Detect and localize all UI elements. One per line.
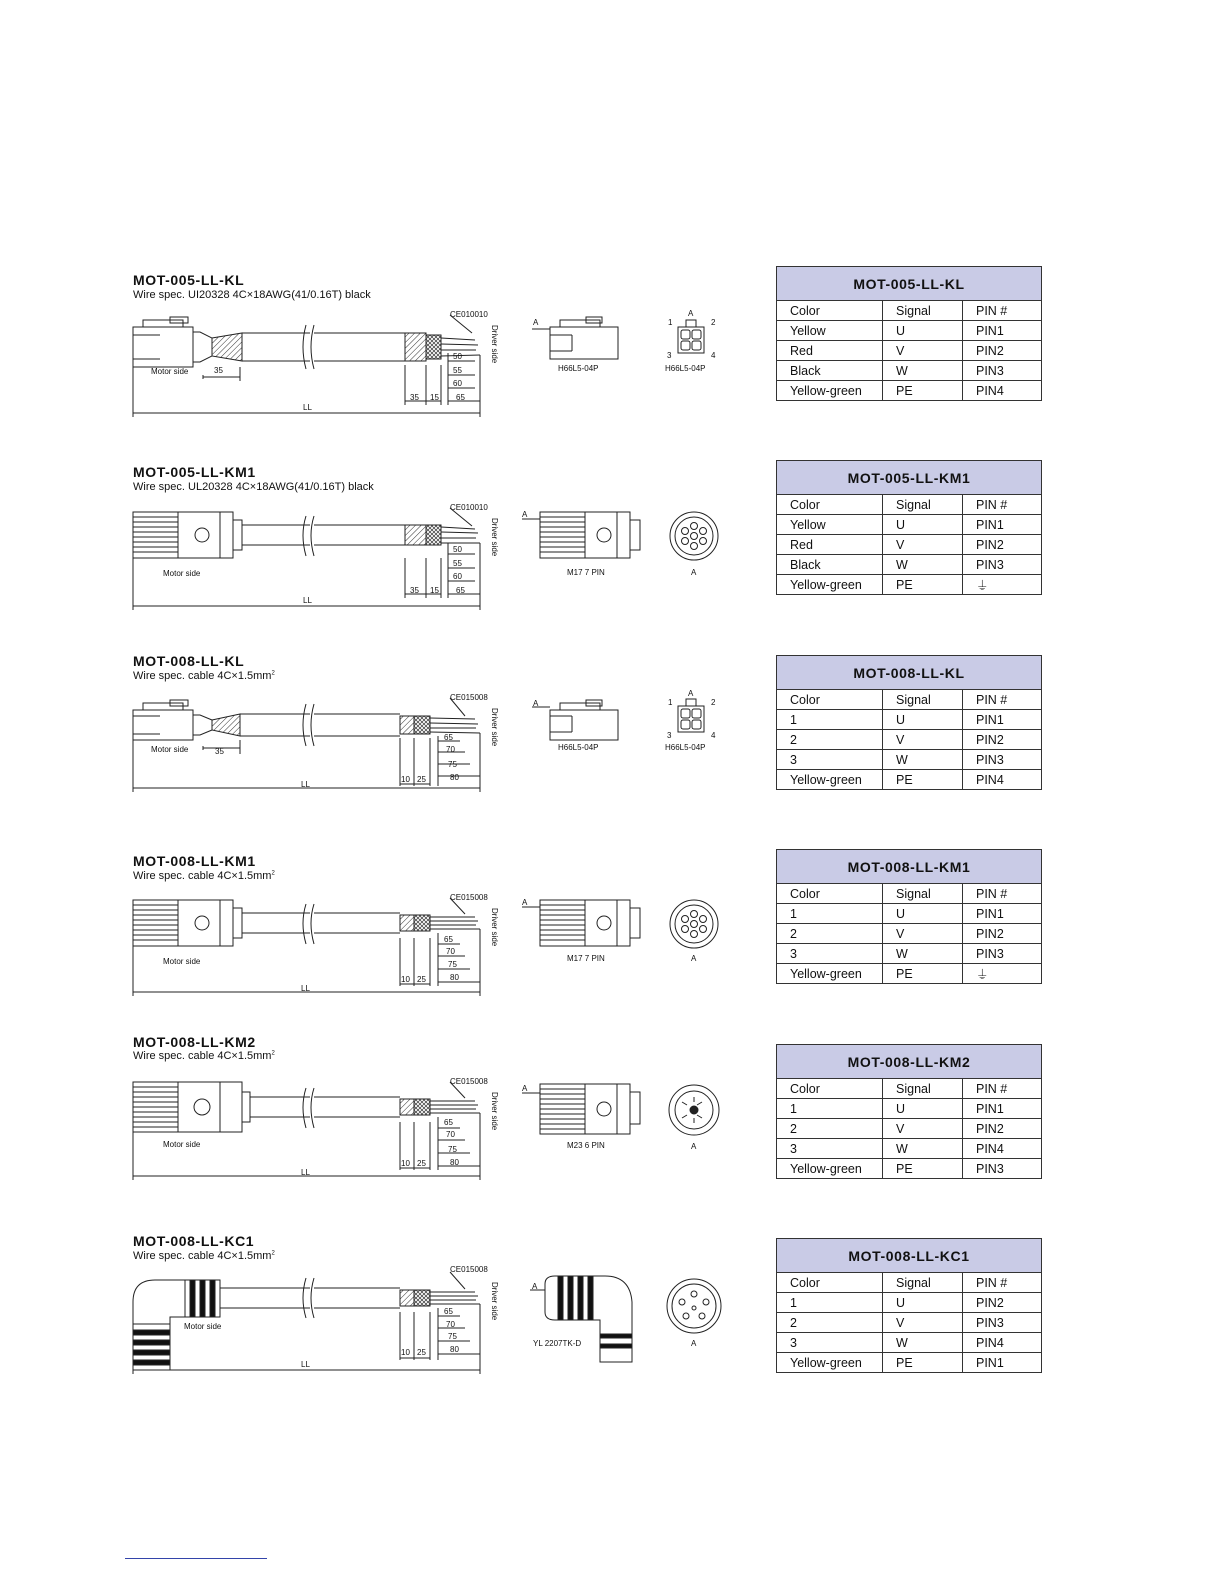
table-row xyxy=(777,944,1042,964)
cell-signal: W xyxy=(883,555,963,575)
cell-pin: PIN3 xyxy=(963,555,1042,575)
dim-label: 50 xyxy=(453,352,462,361)
pin-table xyxy=(776,460,1042,595)
pin-table xyxy=(776,1044,1042,1179)
cell-signal: W xyxy=(883,944,963,964)
cell-pin xyxy=(963,575,1042,595)
table-title: MOT-008-LL-KC1 xyxy=(777,1239,1042,1273)
pin-table xyxy=(776,266,1042,401)
section-title: MOT-008-LL-KM1 xyxy=(133,853,256,869)
cell-pin: PIN3 xyxy=(963,361,1042,381)
view-a-label: A xyxy=(688,309,694,318)
cell-signal: PE xyxy=(883,575,963,595)
cell-color: 1 xyxy=(777,710,883,730)
cell-signal: PE xyxy=(883,1353,963,1373)
connector-b-label: A xyxy=(691,1142,697,1151)
cell-signal: U xyxy=(883,710,963,730)
wire-spec-text: Wire spec. cable 4C×1.5mm xyxy=(133,1250,272,1262)
connector-a-label: M17 7 PIN xyxy=(567,954,605,963)
cell-pin: PIN1 xyxy=(963,1353,1042,1373)
table-row xyxy=(777,710,1042,730)
col-signal-header: Signal xyxy=(883,884,963,904)
cell-signal: PE xyxy=(883,770,963,790)
connector-b-label: A xyxy=(691,1339,697,1348)
col-signal-header: Signal xyxy=(883,1079,963,1099)
driver-side-label: Driver side xyxy=(490,325,499,364)
cell-pin: PIN2 xyxy=(963,535,1042,555)
connector-a-label: M23 6 PIN xyxy=(567,1141,605,1150)
pin-number: 3 xyxy=(667,731,672,740)
connector-b-label: H66L5-04P xyxy=(665,364,706,373)
ce-code: CE010010 xyxy=(450,310,488,319)
wire-spec-text: Wire spec. cable 4C×1.5mm xyxy=(133,1050,272,1062)
motor-connector xyxy=(133,327,193,367)
table-row xyxy=(777,770,1042,790)
motor-connector xyxy=(133,710,193,740)
ll-label: LL xyxy=(303,403,312,412)
table-row xyxy=(777,964,1042,984)
driver-side-label: Driver side xyxy=(490,1092,499,1131)
table-header-row xyxy=(777,690,1042,710)
wire-spec-sup: 2 xyxy=(271,1050,275,1057)
cable-diagram xyxy=(120,305,730,420)
connector-b-label: A xyxy=(691,568,697,577)
view-a-label: A xyxy=(533,699,539,708)
motor-side-label: Motor side xyxy=(184,1322,222,1331)
dim-label: 15 xyxy=(430,393,439,402)
dim-label: 25 xyxy=(417,975,426,984)
dim-label: 75 xyxy=(448,760,457,769)
col-color-header: Color xyxy=(777,1079,883,1099)
cell-pin: PIN3 xyxy=(963,750,1042,770)
col-signal-header: Signal xyxy=(883,495,963,515)
ce-code: CE015008 xyxy=(450,1265,488,1274)
wire-spec xyxy=(133,481,374,493)
table-row xyxy=(777,1353,1042,1373)
ce-code: CE010010 xyxy=(450,503,488,512)
wire-spec-text: Wire spec. UI20328 4C×18AWG(41/0.16T) black xyxy=(133,289,371,301)
dim-label: 65 xyxy=(444,935,453,944)
cell-pin: PIN4 xyxy=(963,1139,1042,1159)
dim-label: 25 xyxy=(417,1159,426,1168)
wire-spec-sup: 2 xyxy=(271,870,275,877)
wire-spec-text: Wire spec. UL20328 4C×18AWG(41/0.16T) black xyxy=(133,481,374,493)
cell-signal: U xyxy=(883,1293,963,1313)
view-a-label: A xyxy=(533,318,539,327)
cell-pin: PIN4 xyxy=(963,770,1042,790)
cell-pin: PIN2 xyxy=(963,341,1042,361)
section-title: MOT-005-LL-KM1 xyxy=(133,464,256,480)
cell-color: 2 xyxy=(777,730,883,750)
wire-spec xyxy=(133,289,371,301)
table-header-row xyxy=(777,301,1042,321)
dim-label: 55 xyxy=(453,559,462,568)
motor-side-label: Motor side xyxy=(163,1140,201,1149)
cell-pin: PIN2 xyxy=(963,1293,1042,1313)
cell-signal: PE xyxy=(883,381,963,401)
dim-label: 75 xyxy=(448,1332,457,1341)
col-signal-header: Signal xyxy=(883,690,963,710)
dim-label: 35 xyxy=(410,586,419,595)
cable-diagram xyxy=(120,1072,730,1182)
table-title: MOT-005-LL-KL xyxy=(777,267,1042,301)
dim-label: 10 xyxy=(401,775,410,784)
table-row xyxy=(777,730,1042,750)
pin-table xyxy=(776,1238,1042,1373)
wire-spec-text: Wire spec. cable 4C×1.5mm xyxy=(133,670,272,682)
cell-color: Black xyxy=(777,361,883,381)
ce-code: CE015008 xyxy=(450,693,488,702)
cell-color: Black xyxy=(777,555,883,575)
driver-side-label: Driver side xyxy=(490,708,499,747)
driver-side-label: Driver side xyxy=(490,1282,499,1321)
dim-label: 65 xyxy=(444,1307,453,1316)
cell-pin: PIN2 xyxy=(963,1119,1042,1139)
cell-color: Yellow-green xyxy=(777,381,883,401)
motor-connector xyxy=(133,900,178,946)
col-pin-header: PIN # xyxy=(963,1273,1042,1293)
section-title: MOT-008-LL-KM2 xyxy=(133,1034,256,1050)
cell-signal: V xyxy=(883,535,963,555)
cell-pin: PIN3 xyxy=(963,1159,1042,1179)
cell-signal: W xyxy=(883,1333,963,1353)
cell-signal: PE xyxy=(883,964,963,984)
cell-signal: U xyxy=(883,321,963,341)
pin-number: 1 xyxy=(668,318,673,327)
driver-side-label: Driver side xyxy=(490,518,499,557)
table-title: MOT-005-LL-KM1 xyxy=(777,461,1042,495)
wire-spec xyxy=(133,870,275,882)
dim-label: 35 xyxy=(214,366,223,375)
table-title: MOT-008-LL-KM2 xyxy=(777,1045,1042,1079)
cell-color: Yellow-green xyxy=(777,1353,883,1373)
cell-signal: V xyxy=(883,924,963,944)
pin-table xyxy=(776,655,1042,790)
cell-color: 1 xyxy=(777,904,883,924)
view-a-label: A xyxy=(532,1282,538,1291)
cell-pin: PIN1 xyxy=(963,710,1042,730)
table-header-row xyxy=(777,495,1042,515)
cell-color: 3 xyxy=(777,1333,883,1353)
motor-side-label: Motor side xyxy=(151,745,189,754)
ll-label: LL xyxy=(301,1360,310,1369)
dim-label: 50 xyxy=(453,545,462,554)
pin-table xyxy=(776,849,1042,984)
table-row xyxy=(777,341,1042,361)
connector-a-label: M17 7 PIN xyxy=(567,568,605,577)
table-row xyxy=(777,575,1042,595)
dim-label: 10 xyxy=(401,1348,410,1357)
connector-b-label: H66L5-04P xyxy=(665,743,706,752)
dim-label: 25 xyxy=(417,1348,426,1357)
dim-label: 70 xyxy=(446,745,455,754)
cell-color: Yellow-green xyxy=(777,770,883,790)
connector-a-label: YL 2207TK-D xyxy=(533,1339,582,1348)
cell-color: Yellow xyxy=(777,321,883,341)
cell-color: 2 xyxy=(777,1313,883,1333)
cell-color: 1 xyxy=(777,1293,883,1313)
connector-a-label: H66L5-04P xyxy=(558,743,599,752)
driver-side-label: Driver side xyxy=(490,908,499,947)
cell-signal: V xyxy=(883,1313,963,1333)
connector-a-label: H66L5-04P xyxy=(558,364,599,373)
dim-label: 80 xyxy=(450,1345,459,1354)
dim-label: 80 xyxy=(450,1158,459,1167)
cell-pin xyxy=(963,964,1042,984)
cell-color: 3 xyxy=(777,750,883,770)
motor-side-label: Motor side xyxy=(151,367,189,376)
cell-color: Yellow-green xyxy=(777,1159,883,1179)
cell-color: 1 xyxy=(777,1099,883,1119)
table-row xyxy=(777,750,1042,770)
cell-pin: PIN1 xyxy=(963,904,1042,924)
cell-color: 3 xyxy=(777,1139,883,1159)
dim-label: 35 xyxy=(410,393,419,402)
table-row xyxy=(777,515,1042,535)
wire-spec-sup: 2 xyxy=(271,1250,275,1257)
col-pin-header: PIN # xyxy=(963,301,1042,321)
cell-color: Yellow xyxy=(777,515,883,535)
ce-code: CE015008 xyxy=(450,893,488,902)
motor-side-label: Motor side xyxy=(163,957,201,966)
pin-number: 4 xyxy=(711,351,716,360)
motor-side-label: Motor side xyxy=(163,569,201,578)
cell-pin: PIN4 xyxy=(963,381,1042,401)
cell-signal: U xyxy=(883,1099,963,1119)
cell-signal: U xyxy=(883,904,963,924)
cell-pin: PIN3 xyxy=(963,1313,1042,1333)
col-color-header: Color xyxy=(777,884,883,904)
col-color-header: Color xyxy=(777,690,883,710)
dim-label: 35 xyxy=(215,747,224,756)
table-title: MOT-008-LL-KL xyxy=(777,656,1042,690)
col-signal-header: Signal xyxy=(883,301,963,321)
col-color-header: Color xyxy=(777,301,883,321)
cell-color: Red xyxy=(777,535,883,555)
ll-label: LL xyxy=(301,1168,310,1177)
table-row xyxy=(777,904,1042,924)
ll-label: LL xyxy=(303,596,312,605)
dim-label: 80 xyxy=(450,773,459,782)
pin-number: 2 xyxy=(711,318,716,327)
cell-signal: U xyxy=(883,515,963,535)
dim-label: 75 xyxy=(448,1145,457,1154)
pin-number: 3 xyxy=(667,351,672,360)
connector-b-label: A xyxy=(691,954,697,963)
table-row xyxy=(777,381,1042,401)
dim-label: 65 xyxy=(456,393,465,402)
col-color-header: Color xyxy=(777,1273,883,1293)
table-row xyxy=(777,555,1042,575)
table-row xyxy=(777,1313,1042,1333)
ll-label: LL xyxy=(301,984,310,993)
ground-icon: ⏚ xyxy=(976,578,989,593)
col-pin-header: PIN # xyxy=(963,495,1042,515)
table-row xyxy=(777,1119,1042,1139)
dim-label: 25 xyxy=(417,775,426,784)
table-row xyxy=(777,361,1042,381)
cell-color: Yellow-green xyxy=(777,964,883,984)
table-row xyxy=(777,1293,1042,1313)
col-pin-header: PIN # xyxy=(963,1079,1042,1099)
cell-color: Red xyxy=(777,341,883,361)
table-title: MOT-008-LL-KM1 xyxy=(777,850,1042,884)
dim-label: 80 xyxy=(450,973,459,982)
table-row xyxy=(777,1333,1042,1353)
dim-label: 65 xyxy=(456,586,465,595)
table-row xyxy=(777,1159,1042,1179)
cell-signal: W xyxy=(883,361,963,381)
col-signal-header: Signal xyxy=(883,1273,963,1293)
dim-label: 75 xyxy=(448,960,457,969)
table-row xyxy=(777,321,1042,341)
table-header-row xyxy=(777,1273,1042,1293)
view-a-label: A xyxy=(522,898,528,907)
motor-connector xyxy=(133,512,178,558)
cell-signal: V xyxy=(883,1119,963,1139)
view-a-label: A xyxy=(522,510,528,519)
dim-label: 60 xyxy=(453,379,462,388)
dim-label: 10 xyxy=(401,975,410,984)
cell-color: 2 xyxy=(777,1119,883,1139)
cell-pin: PIN1 xyxy=(963,515,1042,535)
wire-spec xyxy=(133,1250,275,1262)
dim-label: 70 xyxy=(446,1130,455,1139)
col-color-header: Color xyxy=(777,495,883,515)
pin-number: 1 xyxy=(668,698,673,707)
section-title: MOT-008-LL-KL xyxy=(133,653,245,669)
dim-label: 70 xyxy=(446,1320,455,1329)
table-row xyxy=(777,535,1042,555)
cable-diagram xyxy=(120,498,730,613)
dim-label: 55 xyxy=(453,366,462,375)
cell-pin: PIN1 xyxy=(963,1099,1042,1119)
dim-label: 70 xyxy=(446,947,455,956)
cell-signal: V xyxy=(883,730,963,750)
cable-diagram xyxy=(120,888,730,998)
dim-label: 60 xyxy=(453,572,462,581)
col-pin-header: PIN # xyxy=(963,690,1042,710)
cell-signal: PE xyxy=(883,1159,963,1179)
table-row xyxy=(777,924,1042,944)
wire-spec-text: Wire spec. cable 4C×1.5mm xyxy=(133,870,272,882)
dim-label: 10 xyxy=(401,1159,410,1168)
cable-diagram xyxy=(120,688,730,798)
section-title: MOT-008-LL-KC1 xyxy=(133,1233,255,1249)
ce-code: CE015008 xyxy=(450,1077,488,1086)
col-pin-header: PIN # xyxy=(963,884,1042,904)
cell-color: Yellow-green xyxy=(777,575,883,595)
cell-signal: V xyxy=(883,341,963,361)
ll-label: LL xyxy=(301,780,310,789)
wire-spec xyxy=(133,1050,275,1062)
view-a-label: A xyxy=(522,1084,528,1093)
cell-pin: PIN2 xyxy=(963,730,1042,750)
section-title: MOT-005-LL-KL xyxy=(133,272,245,288)
table-row xyxy=(777,1099,1042,1119)
table-header-row xyxy=(777,1079,1042,1099)
cell-pin: PIN4 xyxy=(963,1333,1042,1353)
cell-pin: PIN3 xyxy=(963,944,1042,964)
wire-spec-sup: 2 xyxy=(271,670,275,677)
ground-icon: ⏚ xyxy=(976,967,989,982)
dim-label: 15 xyxy=(430,586,439,595)
cell-pin: PIN1 xyxy=(963,321,1042,341)
cell-signal: W xyxy=(883,1139,963,1159)
cell-color: 2 xyxy=(777,924,883,944)
cell-pin: PIN2 xyxy=(963,924,1042,944)
table-header-row xyxy=(777,884,1042,904)
dim-label: 65 xyxy=(444,733,453,742)
pin-number: 2 xyxy=(711,698,716,707)
table-row xyxy=(777,1139,1042,1159)
cable-diagram xyxy=(120,1262,730,1377)
view-a-label: A xyxy=(688,689,694,698)
cell-signal: W xyxy=(883,750,963,770)
dim-label: 65 xyxy=(444,1118,453,1127)
wire-spec xyxy=(133,670,275,682)
footnote-divider xyxy=(125,1558,267,1559)
cell-color: 3 xyxy=(777,944,883,964)
pin-number: 4 xyxy=(711,731,716,740)
